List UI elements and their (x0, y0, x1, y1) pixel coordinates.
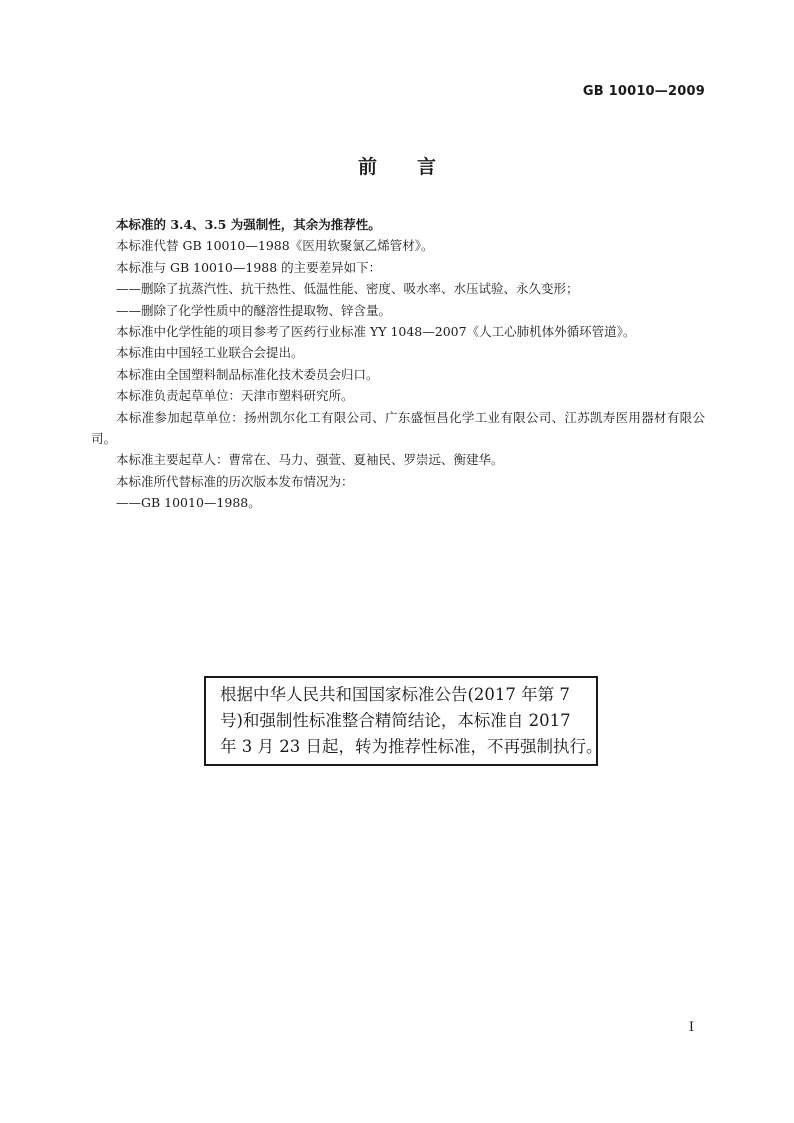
paragraph-differences-intro: 本标准与 GB 10010—1988 的主要差异如下： (116, 259, 382, 275)
list-item-history-1: ——GB 10010—1988。 (116, 495, 261, 511)
paragraph-lead-drafter: 本标准负责起草单位：天津市塑料研究所。 (116, 388, 354, 404)
paragraph-participating-drafters: 本标准参加起草单位：扬州凯尔化工有限公司、广东盛恒昌化学工业有限公司、江苏凯寿医用器材有限公司。 (91, 409, 705, 447)
list-item-difference-2: ——删除了化学性质中的醚溶性提取物、锌含量。 (116, 302, 392, 318)
paragraph-reference: 本标准中化学性能的项目参考了医药行业标准 YY 1048—2007《人工心肺机体外循环管道》。 (116, 324, 636, 340)
page-number: I (688, 1020, 694, 1035)
notice-box (204, 676, 603, 766)
notice-line-3: 年 3 月 23 日起，转为推荐性标准，不再强制执行。 (220, 737, 603, 756)
paragraph-main-drafters: 本标准主要起草人：曹常在、马力、强萱、夏袖民、罗崇远、衡建华。 (116, 452, 504, 468)
foreword-body (91, 214, 705, 514)
paragraph-committee: 本标准由全国塑料制品标准化技术委员会归口。 (116, 366, 379, 382)
notice-line-2: 号)和强制性标准整合精简结论，本标准自 2017 (220, 711, 571, 730)
standard-code: GB 10010—2009 (582, 84, 705, 99)
paragraph-history-intro: 本标准所代替标准的历次版本发布情况为： (116, 473, 354, 489)
list-item-difference-1: ——删除了抗蒸汽性、抗干热性、低温性能、密度、吸水率、水压试验、永久变形； (116, 281, 579, 297)
page-title: 前言 (357, 156, 476, 178)
notice-line-1: 根据中华人民共和国国家标准公告(2017 年第 7 (220, 685, 570, 704)
paragraph-replaces: 本标准代替 GB 10010—1988《医用软聚氯乙烯管材》。 (116, 238, 434, 254)
paragraph-proposer: 本标准由中国轻工业联合会提出。 (116, 345, 304, 361)
paragraph-mandatory-clause: 本标准的 3.4、3.5 为强制性，其余为推荐性。 (116, 217, 381, 232)
